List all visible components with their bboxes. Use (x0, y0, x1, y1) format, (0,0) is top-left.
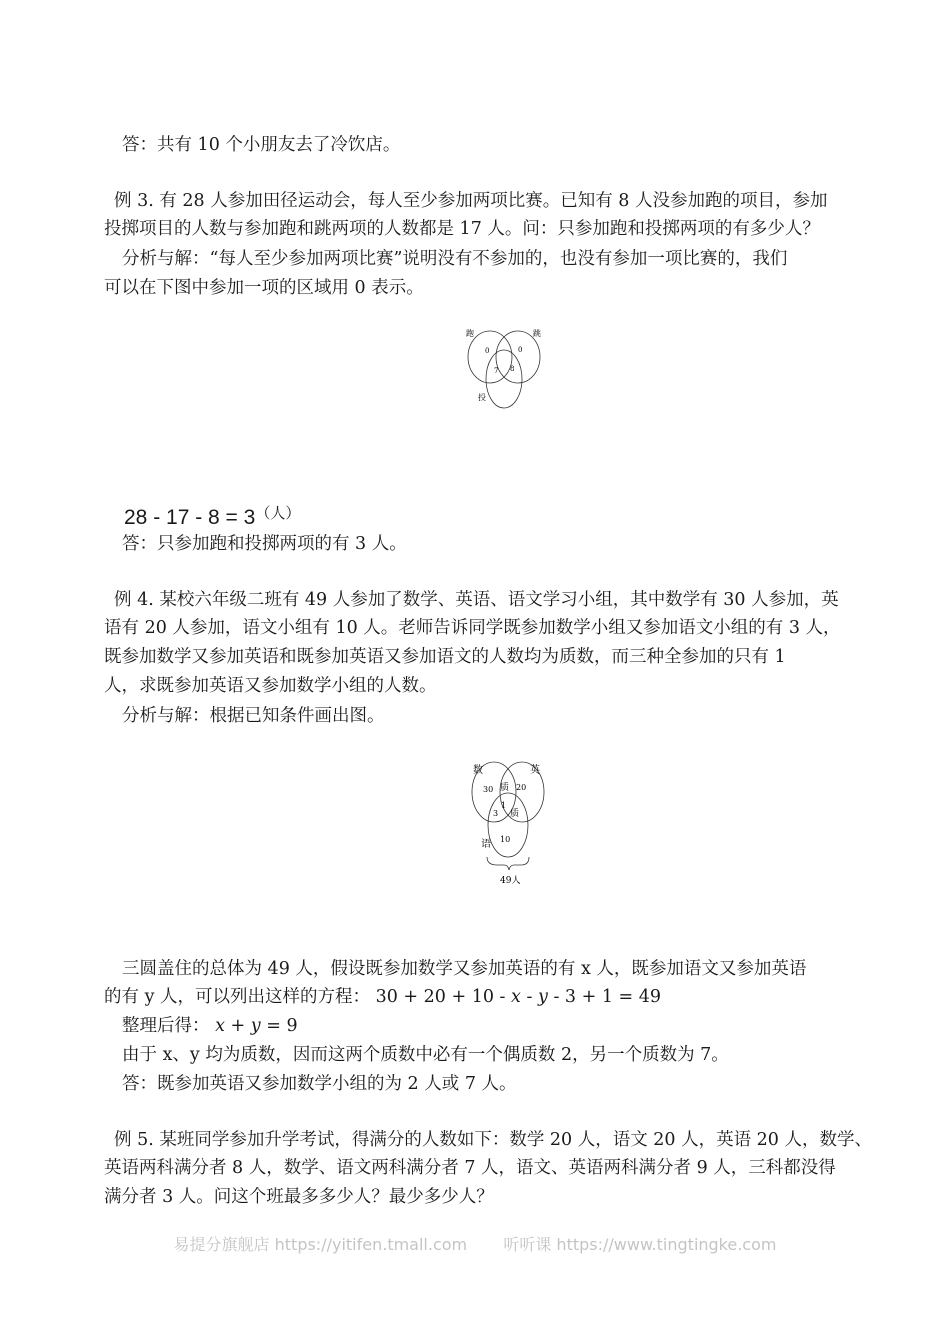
example5-line-3: 满分者 3 人。问这个班最多多少人？最少多少人？ (104, 1187, 494, 1207)
label-math: 数 (473, 765, 483, 776)
example3-line-2: 投掷项目的人数与参加跑和跳两项的人数都是 17 人。问：只参加跑和投掷两项的有多少人？ (104, 219, 820, 239)
example5-line-1: 例 5. 某班同学参加升学考试，得满分的人数如下：数学 20 人，语文 20 人，英语 20 人，数学、 (114, 1130, 873, 1150)
example3-answer: 答：只参加跑和投掷两项的有 3 人。 (122, 534, 407, 554)
total-label: 49人 (500, 876, 521, 886)
region-run-throw: 7 (494, 367, 499, 375)
equation-var-x: x (511, 987, 521, 1007)
label-chinese: 语 (481, 839, 491, 850)
value-chinese: 10 (500, 835, 511, 844)
equation-part-2: - 3 + 1 = 49 (553, 987, 662, 1007)
venn-diagram-sports (458, 322, 554, 412)
region-jump-only: 0 (518, 346, 523, 354)
region-run-only: 0 (485, 347, 490, 355)
simplify-plus: + (230, 1016, 246, 1036)
region-jump-throw: 8 (510, 365, 515, 373)
equation-minus: - (526, 987, 533, 1007)
example4-line-8 (122, 1015, 882, 1037)
example4-line-7 (104, 986, 864, 1008)
example4-line-3: 既参加数学又参加英语和既参加英语又参加语文的人数均为质数，而三种全参加的只有 1 (104, 647, 786, 667)
value-english: 20 (516, 783, 527, 792)
example4-line-1: 例 4. 某校六年级二班有 49 人参加了数学、英语、语文学习小组，其中数学有 30 人参加，英 (114, 590, 839, 610)
example3-line-1: 例 3. 有 28 人参加田径运动会，每人至少参加两项比赛。已知有 8 人没参加跑的项目，参加 (114, 191, 828, 211)
center-value: 1 (501, 801, 507, 810)
example4-line-6: 三圆盖住的总体为 49 人，假设既参加数学又参加英语的有 x 人，既参加语文又参加英语 (122, 959, 807, 979)
example3-line-3: 分析与解：“每人至少参加两项比赛”说明没有不参加的，也没有参加一项比赛的，我们 (122, 249, 788, 269)
shop-name: 易提分旗舰店 (173, 1235, 270, 1254)
formula-unit: （人） (255, 504, 301, 522)
label-english: 英 (530, 765, 540, 776)
prime-english-chinese: 质 (510, 809, 520, 819)
venn-diagram-subjects (462, 757, 558, 893)
equation-var-y: y (537, 987, 548, 1007)
example4-answer: 答：既参加英语又参加数学小组的为 2 人或 7 人。 (122, 1074, 517, 1094)
example5-line-2: 英语两科满分者 8 人，数学、语文两科满分者 7 人，语文、英语两科满分者 9 人，三科都没得 (104, 1158, 836, 1178)
shop-url[interactable]: https://yitifen.tmall.com (274, 1235, 468, 1254)
label-throw: 投 (478, 393, 486, 402)
course-url[interactable]: https://www.tingtingke.com (556, 1235, 777, 1254)
footer-watermark (0, 1232, 950, 1255)
example4-line-2: 语有 20 人参加，语文小组有 10 人。老师告诉同学既参加数学小组又参加语文小组的有 3 人， (104, 618, 841, 638)
example4-line-4: 人，求既参加英语又参加数学小组的人数。 (104, 676, 437, 696)
value-math-chinese: 3 (493, 809, 499, 818)
equation-intro: 的有 y 人，可以列出这样的方程： (104, 987, 371, 1007)
answer-line: 答：共有 10 个小朋友去了冷饮店。 (122, 135, 401, 155)
value-math: 30 (483, 785, 494, 794)
formula-example3 (124, 502, 300, 530)
example4-line-9: 由于 x、y 均为质数，因而这两个质数中必有一个偶质数 2，另一个质数为 7。 (122, 1045, 729, 1065)
simplify-result: = 9 (266, 1016, 298, 1036)
simplify-var-y: y (250, 1016, 261, 1036)
example4-line-5: 分析与解：根据已知条件画出图。 (122, 706, 385, 726)
equation-part-1: 30 + 20 + 10 - (375, 987, 506, 1007)
example3-line-4: 可以在下图中参加一项的区域用 0 表示。 (104, 278, 424, 298)
simplify-var-x: x (215, 1016, 225, 1036)
label-run: 跑 (466, 329, 474, 338)
prime-math-english: 质 (500, 783, 510, 793)
course-name: 听听课 (503, 1235, 552, 1254)
simplify-label: 整理后得： (122, 1016, 210, 1036)
label-jump: 跳 (533, 329, 541, 338)
formula-text: 28 - 17 - 8 = 3 (124, 506, 256, 529)
